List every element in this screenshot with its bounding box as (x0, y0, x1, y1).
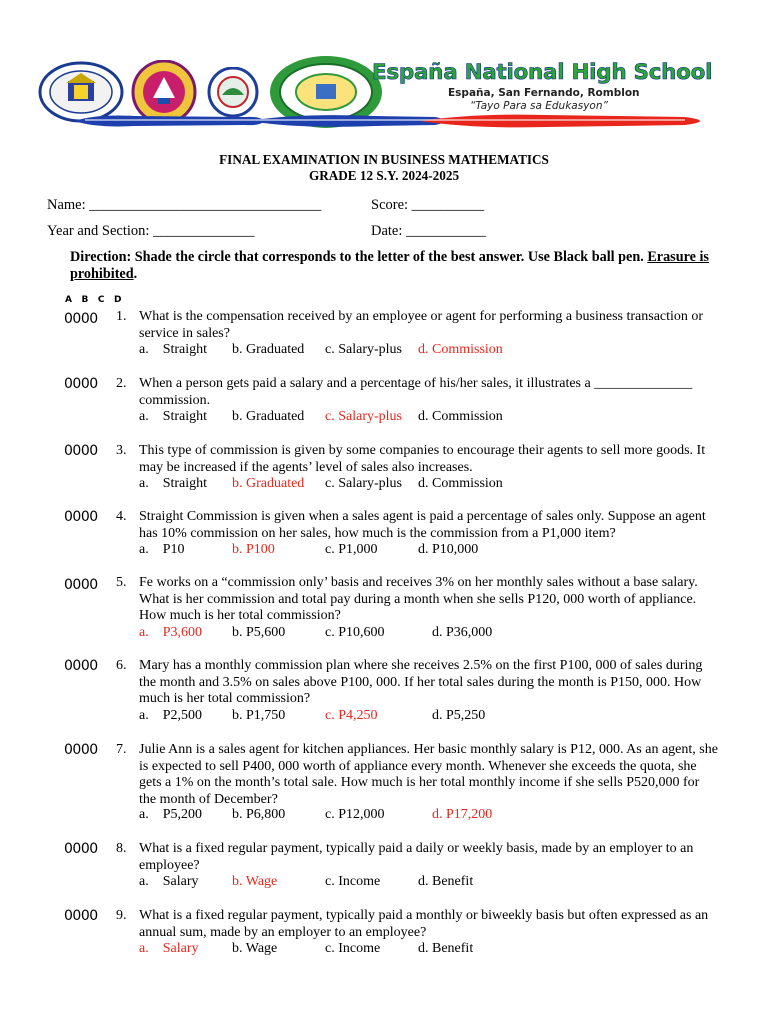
option: a. Straight (139, 342, 208, 357)
question-number: 9. (116, 908, 127, 923)
answer-options (139, 409, 739, 426)
deped-banner (75, 112, 715, 130)
option: d. Commission (418, 409, 503, 424)
score-field[interactable]: Score: __________ (371, 197, 485, 213)
option: d. P5,250 (432, 708, 486, 723)
option: c. P12,000 (325, 807, 385, 822)
answer-column-header: A B C D (65, 295, 125, 305)
option: b. P1,750 (232, 708, 286, 723)
question-text: When a person gets paid a salary and a percentage of his/her sales, it illustrates a ______________ commission. (139, 376, 693, 408)
option: c. P10,600 (325, 625, 385, 640)
answer-options (139, 708, 739, 725)
option: a. P10 (139, 542, 185, 557)
answer-options (139, 941, 739, 958)
option: a. Salary (139, 874, 199, 889)
answer-bubbles[interactable]: 0000 (64, 742, 98, 758)
correct-option: b. P100 (232, 542, 275, 557)
option: b. Graduated (232, 409, 305, 424)
year-section-field[interactable]: Year and Section: ______________ (47, 223, 255, 239)
answer-options (139, 874, 739, 891)
correct-option: b. Graduated (232, 476, 305, 491)
option: c. Salary-plus (325, 476, 402, 491)
option: b. Graduated (232, 342, 305, 357)
school-motto: “Tayo Para sa Edukasyon” (470, 100, 608, 112)
direction-emphasis: Erasure is prohibited (70, 249, 709, 282)
direction-text: Direction: Shade the circle that corresponds to the letter of the best answer. Use Black ball pen. (70, 249, 648, 265)
school-name: España National High School (372, 60, 713, 85)
answer-options (139, 542, 739, 559)
answer-bubbles[interactable]: 0000 (64, 658, 98, 674)
correct-option: b. Wage (232, 874, 278, 889)
option: a. P5,200 (139, 807, 202, 822)
answer-options (139, 342, 739, 359)
correct-option: c. P4,250 (325, 708, 378, 723)
answer-options (139, 807, 739, 824)
answer-bubbles[interactable]: 0000 (64, 841, 98, 857)
question-number: 1. (116, 309, 127, 324)
question-number: 4. (116, 509, 127, 524)
question-number: 8. (116, 841, 127, 856)
option: b. P5,600 (232, 625, 286, 640)
date-field[interactable]: Date: ___________ (371, 223, 486, 239)
correct-option: c. Salary-plus (325, 409, 402, 424)
option: c. Salary-plus (325, 342, 402, 357)
answer-bubbles[interactable]: 0000 (64, 908, 98, 924)
answer-bubbles[interactable]: 0000 (64, 509, 98, 525)
option: c. P1,000 (325, 542, 378, 557)
school-address: España, San Fernando, Romblon (448, 87, 640, 99)
option: d. P10,000 (418, 542, 479, 557)
answer-bubbles[interactable]: 0000 (64, 443, 98, 459)
question-text: Straight Commission is given when a sales agent is paid a percentage of sales only. Suppose an agent has 10% commission on her sales, how much is the commission from a P1,000 item? (139, 509, 706, 541)
direction-end: . (133, 265, 138, 282)
answer-bubbles[interactable]: 0000 (64, 376, 98, 392)
question-number: 2. (116, 376, 127, 391)
answer-options (139, 625, 739, 642)
name-field[interactable]: Name: ________________________________ (47, 197, 322, 213)
answer-bubbles[interactable]: 0000 (64, 311, 98, 327)
option: a. P2,500 (139, 708, 202, 723)
option: d. Commission (418, 476, 503, 491)
option: d. Benefit (418, 941, 474, 956)
option: c. Income (325, 941, 381, 956)
option: b. P6,800 (232, 807, 286, 822)
question-text: What is a fixed regular payment, typically paid a daily or weekly basis, made by an employer to an employee? (139, 841, 694, 873)
question-text: What is the compensation received by an employee or agent for performing a business transaction or service in sales? (139, 309, 704, 341)
answer-bubbles[interactable]: 0000 (64, 577, 98, 593)
option: d. Benefit (418, 874, 474, 889)
question-number: 3. (116, 443, 127, 458)
correct-option: a. P3,600 (139, 625, 202, 640)
direction (70, 249, 720, 282)
correct-option: d. P17,200 (432, 807, 493, 822)
answer-options (139, 476, 739, 493)
region-logo (204, 67, 262, 117)
question-number: 7. (116, 742, 127, 757)
question-text: This type of commission is given by some companies to encourage their agents to sell more goods. It may be increased if the agents’ level of sales also increases. (139, 443, 706, 475)
option: d. P36,000 (432, 625, 493, 640)
correct-option: d. Commission (418, 342, 503, 357)
option: a. Straight (139, 476, 208, 491)
question-text: Fe works on a “commission only’ basis and receives 3% on her monthly sales without a base salary. What is her commission and total pay during a month when she sells P120, 000 worth of appliance. How much is her total commission? (139, 575, 698, 624)
exam-title: FINAL EXAMINATION IN BUSINESS MATHEMATICS (219, 152, 549, 167)
question-text: Mary has a monthly commission plan where she receives 2.5% on the first P100, 000 of sales during the month and 3.5% on sales above P100, 000. If her total sales during the month is P150, 000. How much is her total commission? (139, 658, 703, 707)
exam-subtitle: GRADE 12 S.Y. 2024-2025 (308, 168, 460, 183)
option: b. Wage (232, 941, 278, 956)
option: a. Straight (139, 409, 208, 424)
correct-option: a. Salary (139, 941, 199, 956)
question-text: Julie Ann is a sales agent for kitchen appliances. Her basic monthly salary is P12, 000. As an agent, she is expected to sell P400, 000 worth of appliance every month. Whenever she exceeds the quota, she gets a 1% on the month’s total sale. How much is her total monthly income if she sells P520,000 for the month of December? (139, 742, 718, 807)
option: c. Income (325, 874, 381, 889)
question-number: 6. (116, 658, 127, 673)
question-text: What is a fixed regular payment, typically paid a monthly or biweekly basis but often expressed as an annual sum, made by an employer to an employee? (139, 908, 709, 940)
question-number: 5. (116, 575, 127, 590)
school-header (0, 0, 768, 140)
